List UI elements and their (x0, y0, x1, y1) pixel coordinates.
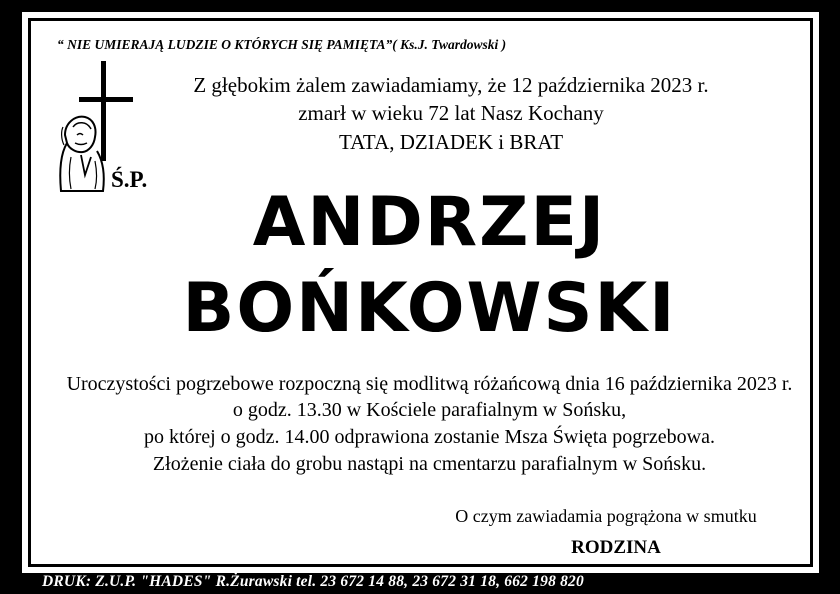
obituary-card (22, 12, 819, 573)
deceased-first-name: ANDRZEJ (252, 183, 607, 262)
family-signature: RODZINA (571, 537, 661, 558)
ceremony-line-2: o godz. 13.30 w Kościele parafialnym w Sońsku, (232, 399, 627, 421)
ceremony-line-1: Uroczystości pogrzebowe rozpoczną się modlitwą różańcową dnia 16 października 2023 r. (66, 373, 793, 395)
sp-label: Ś.P. (111, 167, 148, 192)
announcement-line-1: Z głębokim żalem zawiadamiamy, że 12 października 2023 r. (193, 73, 709, 97)
ceremony-line-3: po której o godz. 14.00 odprawiona zostanie Msza Święta pogrzebowa. (144, 426, 715, 448)
motto-quote: “ NIE UMIERAJĄ LUDZIE O KTÓRYCH SIĘ PAMIĘTA”( Ks.J. Twardowski ) (57, 37, 507, 52)
announcement-line-2: zmarł w wieku 72 lat Nasz Kochany (298, 101, 604, 125)
mourning-notice: O czym zawiadamia pogrążona w smutku (455, 506, 757, 526)
printer-footer: DRUK: Z.U.P. "HADES" R.Żurawski tel. 23 672 14 88, 23 672 31 18, 662 198 820 (42, 573, 584, 590)
ceremony-line-4: Złożenie ciała do grobu nastąpi na cmentarzu parafialnym w Sońsku. (152, 453, 707, 475)
deceased-last-name: BOŃKOWSKI (182, 269, 677, 348)
obituary-frame (28, 18, 813, 567)
announcement-line-3: TATA, DZIADEK i BRAT (338, 130, 564, 154)
